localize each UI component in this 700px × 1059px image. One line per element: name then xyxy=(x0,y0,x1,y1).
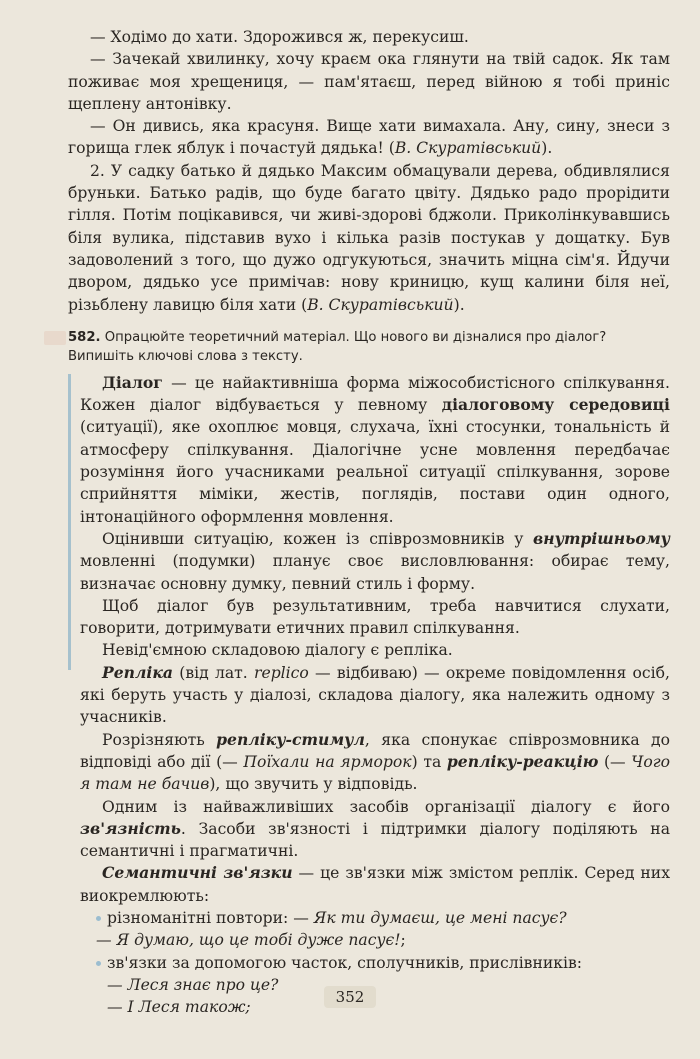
theory-paragraph-4: Невід'ємною складовою діалогу є репліка. xyxy=(102,641,453,660)
theory-block xyxy=(68,372,670,1019)
theory-paragraph-2 xyxy=(80,528,670,595)
theory-paragraph-5 xyxy=(80,662,670,729)
page-number xyxy=(0,986,700,1008)
theory-p6-c: ) та xyxy=(411,752,447,771)
exercise-text: Опрацюйте теоретичний матеріал. Що нового ви дізналися про діалог? Випишіть ключові слова з тексту. xyxy=(68,329,607,364)
exercise-number: 582. xyxy=(68,329,101,345)
theory-p1-a: — це найактивніша форма міжособистісного спілкування. Кожен діалог відбувається у певному xyxy=(80,373,670,415)
excerpt-2-end: ). xyxy=(453,295,465,314)
list-item xyxy=(96,907,670,929)
exercise-marker xyxy=(44,331,66,345)
theory-paragraph-8 xyxy=(80,862,670,907)
bullet-icon xyxy=(96,916,101,921)
list-item-1-continuation xyxy=(96,929,670,951)
theory-p6-a: Розрізняють xyxy=(102,730,217,749)
exercise-582 xyxy=(68,328,670,366)
theory-p7-b: . Засоби зв'язності і підтримки діалогу поділяють на семантичні і прагматичні. xyxy=(80,819,670,861)
excerpt-2 xyxy=(68,160,670,316)
term-replica: Репліка xyxy=(102,662,173,682)
latin-word: replico xyxy=(254,663,309,682)
theory-p6-d: (— xyxy=(598,752,632,771)
dialogue-line-3-text: — Он дивись, яка красуня. Вище хати вимахала. Ану, сину, знеси з горища глек яблук і почастуй дядька! ( xyxy=(68,117,670,158)
list-item-1-end: ; xyxy=(400,931,406,950)
theory-p7-a: Одним із найважливіших засобів організації діалогу є його xyxy=(102,797,670,816)
term-dialog-environment: діалоговому середовиці xyxy=(441,395,670,415)
theory-paragraph-6 xyxy=(80,729,670,796)
theory-sidebar-line xyxy=(68,374,71,670)
theory-p6-e: ), що звучить у відповідь. xyxy=(209,775,418,794)
dialogue-excerpt-1 xyxy=(68,26,670,160)
example-1: Поїхали на ярморок xyxy=(243,752,412,771)
theory-p5-b: — відбиваю) — окреме повідомлення осіб, які беруть участь у діалозі, складова діалогу, яка належить одному з учасників. xyxy=(80,663,670,727)
list-item-1-example: Як ти думаєш, це мені пасує? xyxy=(313,908,567,927)
term-replica-reaction: репліку-реакцію xyxy=(446,751,599,771)
page-number-label: 352 xyxy=(324,986,377,1008)
term-inner-speech: внутрішньому xyxy=(533,528,670,548)
list-item-1-text: різноманітні повтори: — xyxy=(107,908,314,927)
example-2: Чого я там не бачив xyxy=(80,752,670,794)
theory-p6-b: , яка спонукає співрозмовника до відповіді або дії (— xyxy=(80,730,670,771)
theory-paragraph-1 xyxy=(80,372,670,528)
list-item xyxy=(96,952,670,974)
dialogue-line-3 xyxy=(68,115,670,160)
dialogue-line-2: — Зачекай хвилинку, хочу краєм ока глянути на твій садок. Як там поживає моя хрещениця, — пам'ятаєш, перед війною я тобі приніс щеплену антонівку. xyxy=(68,50,670,113)
list-item-1-example-2: — Я думаю, що це тобі дуже пасує! xyxy=(96,931,401,950)
list-item-2-example-1: — Леся знає про це? xyxy=(107,975,279,994)
excerpt-2-text: 2. У садку батько й дядько Максим обмацували дерева, обдивлялися бруньки. Батько радів, що буде багато цвіту. Дядько радо прорідити гілля. Потім поцікавився, чи живі-здорові бджоли. Приколінкувавшись біля вулика, підставив вухо і кілька разів постукав у дощатку. Був задоволений з того, що дужо одгукуються, значить міцна сім'я. Йдучи двором, дядько усе примічав: нову криницю, кущ калини біля неї, різьблену лавицю біля хати ( xyxy=(68,161,670,314)
term-dialog: Діалог xyxy=(102,372,163,392)
list-item-2-example-2: — І Леся також; xyxy=(107,998,251,1017)
term-semantic-links: Семантичні зв'язки xyxy=(102,863,293,883)
theory-p1-b: (ситуації), яке охоплює мовця, слухача, їхні стосунки, тональність й атмосферу спілкування. Діалогічне усне мовлення передбачає розуміння його учасниками реальної ситуації спілкування, зорове сприйняття міміки, жестів, поглядів, постави один одного, інтонаційного оформлення мовлення. xyxy=(80,418,670,526)
bullet-icon xyxy=(96,961,101,966)
theory-paragraph-3: Щоб діалог був результативним, треба навчитися слухати, говорити, дотримувати етичних правил спілкування. xyxy=(80,596,670,638)
term-coherence: зв'язність xyxy=(80,818,181,838)
theory-p2-a: Оцінивши ситуацію, кожен із співрозмовників у xyxy=(102,529,534,548)
term-replica-stimulus: репліку-стимул xyxy=(216,729,365,749)
source-author-2: В. Скуратівський xyxy=(307,295,454,314)
theory-p2-b: мовленні (подумки) планує своє висловлювання: обирає тему, визначає основну думку, певний стиль і форму. xyxy=(80,552,670,593)
theory-p5-a: (від лат. xyxy=(172,663,255,682)
dialogue-line-1: — Ходімо до хати. Здорожився ж, перекусиш. xyxy=(90,28,469,46)
dialogue-line-3-end: ). xyxy=(541,139,553,158)
theory-paragraph-7 xyxy=(80,796,670,863)
theory-p8-a: — це зв'язки між змістом реплік. Серед них виокремлюють: xyxy=(80,864,670,905)
source-author: В. Скуратівський xyxy=(394,139,542,158)
list-item-2-text: зв'язки за допомогою часток, сполучників, прислівників: xyxy=(107,953,583,972)
